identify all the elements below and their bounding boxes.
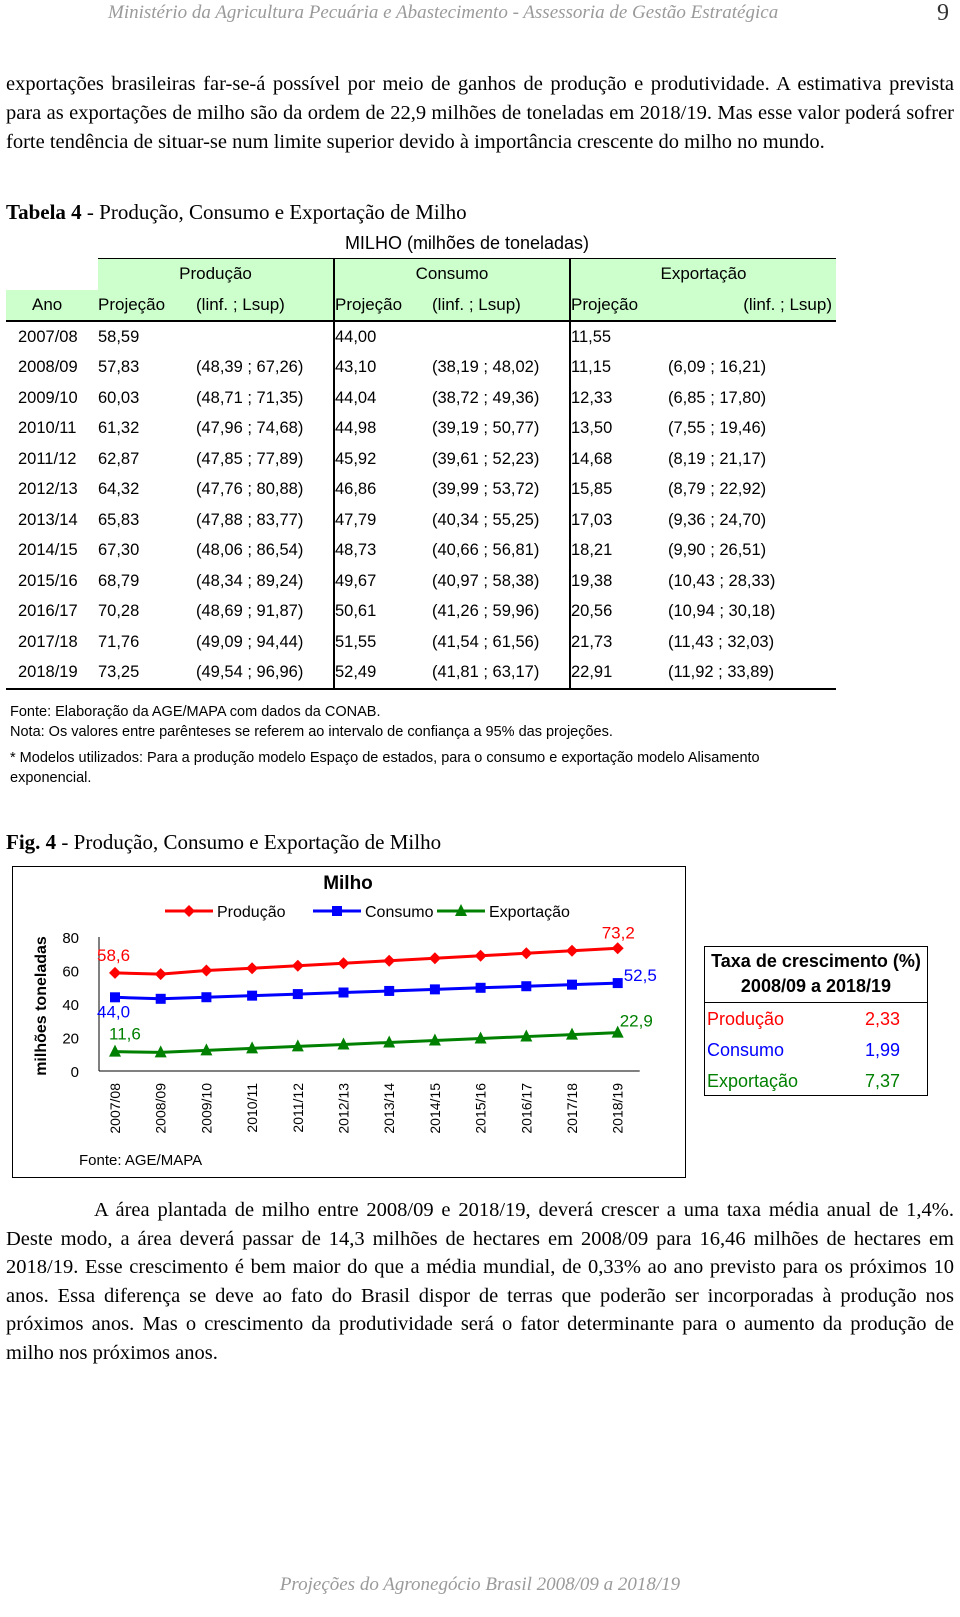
table-cell-p: 67,30 xyxy=(98,541,140,560)
table-cell-ei: (8,79 ; 22,92) xyxy=(668,480,767,499)
table-cell-p: 73,25 xyxy=(98,658,196,690)
table-cell-ci xyxy=(432,321,570,353)
page-number: 9 xyxy=(937,0,949,26)
table-cell-pi xyxy=(196,321,334,353)
series-line-2 xyxy=(115,1033,618,1053)
col-header-projecao: Projeção xyxy=(98,290,196,322)
table-cell-ei: (10,94 ; 30,18) xyxy=(668,602,776,621)
table-cell-c: 48,73 xyxy=(335,541,377,560)
data-label-last: 22,9 xyxy=(619,1011,653,1031)
growth-rate-box xyxy=(704,946,928,1096)
table-cell-pi: (49,09 ; 94,44) xyxy=(196,627,334,658)
col-header-projecao: Projeção xyxy=(570,290,668,322)
table-cell-pi: (47,88 ; 83,77) xyxy=(196,505,334,536)
table-row xyxy=(6,536,836,567)
col-header-intervalo: (linf. ; Lsup) xyxy=(196,290,334,322)
closing-paragraph-text: A área plantada de milho entre 2008/09 e 2018/19, deverá crescer a uma taxa média anual de 1,4%. Deste modo, a área deverá passar de 14,3 milhões de hectares em 2008/09 para 16,46 milhões de hectares em 2018/19. Esse crescimento é bem maior do que a média mundial, de 0,33% ao ano previsto para os próximos 10 anos. Essa diferença se deve ao fato do Brasil dispor de terras que poderão ser incorporadas à produção nos próximos anos. Mas o crescimento da produtividade será o fator determinante para o aumento da produção de milho nos próximos anos. xyxy=(6,1199,954,1364)
data-point xyxy=(292,960,304,972)
group-header-producao: Produção xyxy=(98,259,334,290)
growth-row-consumo xyxy=(705,1036,927,1066)
table-cell-ei: (9,90 ; 26,51) xyxy=(668,541,767,560)
x-tick-label: 2012/13 xyxy=(335,1083,352,1134)
data-point xyxy=(475,950,487,962)
x-tick-label: 2009/10 xyxy=(198,1083,215,1134)
table-row xyxy=(6,353,836,384)
table-cell-ano: 2014/15 xyxy=(18,541,78,560)
table-cell-e: 18,21 xyxy=(571,541,613,560)
figure-title xyxy=(6,830,441,855)
table-cell-c: 44,04 xyxy=(335,388,377,407)
table-cell-p: 68,79 xyxy=(98,571,140,590)
col-header-intervalo: (linf. ; Lsup) xyxy=(432,290,570,322)
table-row xyxy=(6,566,836,597)
header-title: Ministério da Agricultura Pecuária e Abastecimento - Assessoria de Gestão Estratégica xyxy=(108,2,779,23)
data-point xyxy=(566,945,578,957)
data-point xyxy=(383,955,395,967)
data-point xyxy=(109,967,121,979)
legend-label: Consumo xyxy=(365,904,434,921)
growth-name: Exportação xyxy=(707,1071,799,1091)
table-cell-e: 15,85 xyxy=(571,480,613,499)
table-cell-ci: (40,97 ; 58,38) xyxy=(432,566,570,597)
table-cell-c: 47,79 xyxy=(335,510,377,529)
table-source-note: Fonte: Elaboração da AGE/MAPA com dados da CONAB. xyxy=(10,704,381,720)
table-value-note: Nota: Os valores entre parênteses se referem ao intervalo de confiança a 95% das projeções. xyxy=(10,724,613,740)
col-header-intervalo: (linf. ; Lsup) xyxy=(668,290,836,322)
table-cell-pi: (47,96 ; 74,68) xyxy=(196,414,334,445)
table-cell-pi: (47,76 ; 80,88) xyxy=(196,475,334,506)
table-model-note: * Modelos utilizados: Para a produção modelo Espaço de estados, para o consumo e exportação modelo Alisamento exponencial. xyxy=(10,750,760,786)
growth-value: 2,33 xyxy=(865,1009,901,1029)
chart-frame xyxy=(12,866,686,1178)
x-tick-label: 2018/19 xyxy=(609,1083,626,1134)
group-header-exportacao: Exportação xyxy=(570,259,836,290)
table-cell-ano: 2017/18 xyxy=(18,632,78,651)
y-tick-label: 80 xyxy=(62,930,79,947)
data-point xyxy=(521,981,531,991)
growth-row-exportacao xyxy=(705,1067,927,1097)
table-cell-ano: 2008/09 xyxy=(18,358,78,377)
table-cell-p: 62,87 xyxy=(98,449,140,468)
table-cell-ei: (7,55 ; 19,46) xyxy=(668,419,767,438)
y-tick-label: 40 xyxy=(62,997,79,1014)
figure-title-text: - Produção, Consumo e Exportação de Milho xyxy=(56,830,442,854)
table-cell-ci: (39,61 ; 52,23) xyxy=(432,444,570,475)
growth-name: Produção xyxy=(707,1009,785,1029)
y-tick-label: 20 xyxy=(62,1030,79,1048)
table-cell-c: 45,92 xyxy=(335,449,377,468)
table-cell-ci: (40,66 ; 56,81) xyxy=(432,536,570,567)
table-cell-c: 52,49 xyxy=(334,658,432,690)
data-point xyxy=(338,957,350,969)
table-cell-pi: (49,54 ; 96,96) xyxy=(196,658,334,690)
growth-name: Consumo xyxy=(707,1040,785,1060)
chart-source: Fonte: AGE/MAPA xyxy=(79,1152,203,1169)
table-title-label: Tabela 4 xyxy=(6,200,82,224)
table-cell-pi: (48,39 ; 67,26) xyxy=(196,353,334,384)
x-tick-label: 2017/18 xyxy=(564,1083,580,1134)
table-cell-p: 60,03 xyxy=(98,388,140,407)
table-cell-e: 11,55 xyxy=(571,327,612,346)
table-row xyxy=(6,597,836,628)
intro-paragraph: exportações brasileiras far-se-á possível por meio de ganhos de produção e produtividade. A estimativa prevista para as exportações de milho são da ordem de 22,9 milhões de toneladas em 2018/19. Mas esse valor poderá sofrer forte tendência de situar-se num limite superior devido à importância crescente do milho no mundo. xyxy=(6,73,954,153)
data-label-last: 73,2 xyxy=(601,923,635,943)
table-cell-e: 12,33 xyxy=(571,388,613,407)
table-cell-e: 22,91 xyxy=(570,658,668,690)
y-tick-label: 0 xyxy=(70,1064,79,1081)
table-cell-c: 49,67 xyxy=(335,571,377,590)
growth-value: 7,37 xyxy=(865,1071,901,1091)
table-row xyxy=(6,414,836,445)
table-cell-ei: (11,43 ; 32,03) xyxy=(668,632,775,651)
x-tick-label: 2015/16 xyxy=(472,1083,489,1134)
page-header xyxy=(0,0,960,34)
table-row xyxy=(6,444,836,475)
data-label-last: 52,5 xyxy=(623,966,657,986)
growth-title: Taxa de crescimento (%) 2008/09 a 2018/19 xyxy=(711,951,921,996)
x-tick-label: 2007/08 xyxy=(107,1083,123,1134)
table-cell-ano: 2015/16 xyxy=(18,571,78,590)
table-cell-ci: (40,34 ; 55,25) xyxy=(432,505,570,536)
data-point xyxy=(339,988,349,998)
table-cell-p: 71,76 xyxy=(98,632,140,651)
growth-row-producao xyxy=(705,1005,927,1035)
table-cell-ci: (38,19 ; 48,02) xyxy=(432,353,570,384)
table-cell-ei: (6,85 ; 17,80) xyxy=(668,388,767,407)
table-cell-pi: (48,71 ; 71,35) xyxy=(196,383,334,414)
data-point xyxy=(110,992,120,1002)
data-point xyxy=(567,980,577,990)
table-cell-ei: (6,09 ; 16,21) xyxy=(668,358,767,377)
table-cell-ano: 2010/11 xyxy=(18,419,77,438)
table-cell-p: 57,83 xyxy=(98,358,140,377)
data-point xyxy=(200,964,212,976)
table-cell-pi: (48,06 ; 86,54) xyxy=(196,536,334,567)
table-cell-p: 70,28 xyxy=(98,602,140,621)
data-label-first: 44,0 xyxy=(97,1002,131,1022)
data-point xyxy=(476,983,486,993)
table-row xyxy=(6,383,836,414)
table-cell-ci: (38,72 ; 49,36) xyxy=(432,383,570,414)
y-tick-label: 60 xyxy=(62,963,79,981)
x-tick-label: 2008/09 xyxy=(152,1083,169,1134)
x-tick-label: 2014/15 xyxy=(426,1083,443,1134)
group-header-consumo: Consumo xyxy=(334,259,570,290)
table-cell-ci: (41,81 ; 63,17) xyxy=(432,658,570,690)
table-body xyxy=(6,321,836,689)
x-tick-label: 2016/17 xyxy=(518,1083,535,1134)
table-row xyxy=(6,627,836,658)
table-cell-pi: (47,85 ; 77,89) xyxy=(196,444,334,475)
data-point xyxy=(384,986,394,996)
table-cell-pi: (48,34 ; 89,24) xyxy=(196,566,334,597)
data-point xyxy=(293,989,303,999)
table-cell-ei: (11,92 ; 33,89) xyxy=(668,658,836,690)
milho-table xyxy=(6,228,836,690)
table-cell-c: 46,86 xyxy=(335,480,377,499)
table-cell-p: 64,32 xyxy=(98,480,140,499)
table-row xyxy=(6,505,836,536)
growth-value: 1,99 xyxy=(865,1040,901,1060)
table-cell-ano: 2018/19 xyxy=(6,658,98,690)
data-point xyxy=(247,991,257,1001)
table-cell-ei: (10,43 ; 28,33) xyxy=(668,571,776,590)
x-tick-label: 2011/12 xyxy=(289,1083,306,1133)
table-cell-p: 61,32 xyxy=(98,419,140,438)
legend-label: Produção xyxy=(217,904,286,921)
table-title xyxy=(6,200,467,225)
table-cell-e: 21,73 xyxy=(571,632,613,651)
table-cell-ano: 2012/13 xyxy=(18,480,78,499)
closing-paragraph xyxy=(6,1196,954,1367)
table-cell-e: 13,50 xyxy=(571,419,613,438)
table-cell-ci: (41,26 ; 59,96) xyxy=(432,597,570,628)
series-line-0 xyxy=(115,948,618,974)
milho-line-chart xyxy=(13,867,685,1177)
table-cell-ci: (39,99 ; 53,72) xyxy=(432,475,570,506)
legend-marker xyxy=(183,905,195,917)
table-cell-c: 50,61 xyxy=(335,602,377,621)
table-cell-ano: 2013/14 xyxy=(18,510,78,529)
data-point xyxy=(429,952,441,964)
table-super-header: MILHO (milhões de toneladas) xyxy=(344,232,590,253)
chart-title: Milho xyxy=(323,873,373,894)
table-cell-ano: 2011/12 xyxy=(18,449,77,468)
table-cell-e: 20,56 xyxy=(571,602,613,621)
col-header-ano: Ano xyxy=(6,290,98,322)
x-tick-label: 2013/14 xyxy=(381,1083,398,1134)
table-row xyxy=(6,658,836,690)
data-point xyxy=(430,984,440,994)
table-cell-c: 44,98 xyxy=(335,419,377,438)
y-axis-label: milhões toneladas xyxy=(33,936,50,1076)
table-row xyxy=(6,321,836,353)
table-cell-c: 51,55 xyxy=(335,632,377,651)
table-cell-ei xyxy=(668,321,836,353)
series-line-1 xyxy=(115,983,618,999)
data-point xyxy=(612,942,624,954)
table-cell-pi: (48,69 ; 91,87) xyxy=(196,597,334,628)
figure-title-label: Fig. 4 xyxy=(6,830,57,854)
data-point xyxy=(246,962,258,974)
data-point xyxy=(201,992,211,1002)
table-cell-ano: 2009/10 xyxy=(18,388,78,407)
table-cell-ei: (9,36 ; 24,70) xyxy=(668,510,767,529)
table-cell-ano: 2016/17 xyxy=(18,602,78,621)
x-tick-label: 2010/11 xyxy=(244,1083,261,1133)
data-point xyxy=(520,947,532,959)
table-notes xyxy=(10,702,830,788)
table-row xyxy=(6,475,836,506)
table-cell-p: 65,83 xyxy=(98,510,140,529)
data-point xyxy=(155,968,167,980)
table-cell-p: 58,59 xyxy=(98,327,140,346)
growth-divider xyxy=(705,1002,927,1003)
table-cell-e: 11,15 xyxy=(571,358,612,377)
legend-marker xyxy=(332,906,342,916)
data-label-first: 58,6 xyxy=(97,945,131,965)
table-cell-e: 17,03 xyxy=(571,510,613,529)
table-cell-ci: (39,19 ; 50,77) xyxy=(432,414,570,445)
data-label-first: 11,6 xyxy=(109,1024,141,1044)
table-title-text: - Produção, Consumo e Exportação de Milho xyxy=(81,200,467,224)
table-cell-c: 43,10 xyxy=(335,358,377,377)
table-cell-ci: (41,54 ; 61,56) xyxy=(432,627,570,658)
table-cell-ano: 2007/08 xyxy=(18,327,78,346)
col-header-projecao: Projeção xyxy=(334,290,432,322)
page-footer: Projeções do Agronegócio Brasil 2008/09 a 2018/19 xyxy=(279,1574,681,1595)
legend-label: Exportação xyxy=(489,904,570,921)
data-point xyxy=(613,978,623,988)
table-cell-c: 44,00 xyxy=(335,327,377,346)
table-cell-e: 19,38 xyxy=(571,571,613,590)
data-point xyxy=(156,994,166,1004)
table-cell-e: 14,68 xyxy=(571,449,613,468)
table-cell-ei: (8,19 ; 21,17) xyxy=(668,449,767,468)
